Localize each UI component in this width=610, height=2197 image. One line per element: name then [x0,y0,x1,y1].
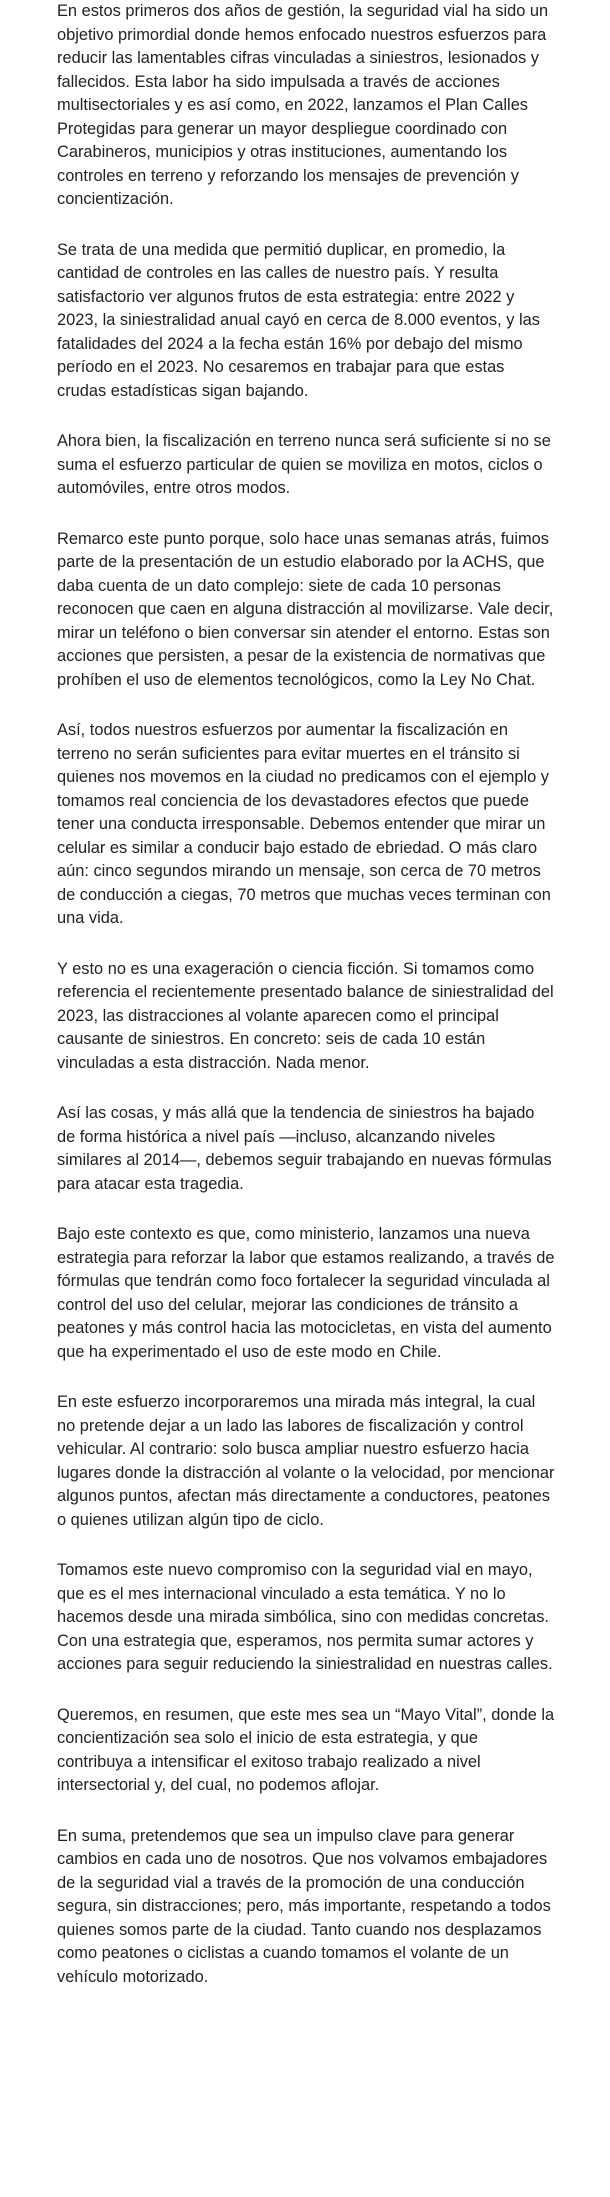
article-paragraph: Tomamos este nuevo compromiso con la seguridad vial en mayo, que es el mes internacional vinculado a esta temática. Y no lo hacemos desde una mirada simbólica, sino con medidas concretas. Con una estrategia que, esperamos, nos permita sumar actores y acciones para seguir reduciendo la siniestralidad en nuestras calles. [57,1561,553,1673]
article-paragraph: Queremos, en resumen, que este mes sea un “Mayo Vital”, donde la concientización sea solo el inicio de esta estrategia, y que contribuya a intensificar el exitoso trabajo realizado a nivel intersectorial y, del cual, no podemos aflojar. [57,1705,555,1794]
article-paragraph: Y esto no es una exageración o ciencia ficción. Si tomamos como referencia el recientemente presentado balance de siniestralidad del 2023, las distracciones al volante aparecen como el principal causante de siniestros. En concreto: seis de cada 10 están vinculadas a esta distracción. Nada menor. [57,959,554,1072]
article-paragraph: Así, todos nuestros esfuerzos por aumentar la fiscalización en terreno no serán suficientes para evitar muertes en el tránsito si quienes nos movemos en la ciudad no predicamos con el ejemplo y tomamos real conciencia de los devastadores efectos que puede tener una conducta irresponsable. Debemos entender que mirar un celular es similar a conducir bajo estado de ebriedad. O más claro aún: cinco segundos mirando un mensaje, son cerca de 70 metros de conducción a ciegas, 70 metros que muchas veces terminan con una vida. [57,721,551,927]
article-paragraph: Ahora bien, la fiscalización en terreno nunca será suficiente si no se suma el esfuerzo particular de quien se moviliza en motos, ciclos o automóviles, entre otros modos. [57,432,551,497]
article-paragraph: Bajo este contexto es que, como ministerio, lanzamos una nueva estrategia para reforzar la labor que estamos realizando, a través de fórmulas que tendrán como foco fortalecer la seguridad vinculada al control del uso del celular, mejorar las condiciones de tránsito a peatones y más control hacia las motocicletas, en vista del aumento que ha experimentado el uso de este modo en Chile. [57,1225,555,1361]
article-paragraph: Se trata de una medida que permitió duplicar, en promedio, la cantidad de controles en las calles de nuestro país. Y resulta satisfactorio ver algunos frutos de esta estrategia: entre 2022 y 2023, la siniestralidad anual cayó en cerca de 8.000 eventos, y las fatalidades del 2024 a la fecha están 16% por debajo del mismo período en el 2023. No cesaremos en trabajar para que estas crudas estadísticas sigan bajando. [57,240,540,400]
article-paragraph: En estos primeros dos años de gestión, la seguridad vial ha sido un objetivo primordial donde hemos enfocado nuestros esfuerzos para reducir las lamentables cifras vinculadas a siniestros, lesionados y fallecidos. Esta labor ha sido impulsada a través de acciones multisectoriales y es así como, en 2022, lanzamos el Plan Calles Protegidas para generar un mayor despliegue coordinado con Carabineros, municipios y otras instituciones, aumentando los controles en terreno y reforzando los mensajes de prevención y concientización. [57,2,549,208]
article-paragraph: En suma, pretendemos que sea un impulso clave para generar cambios en cada uno de nosotros. Que nos volvamos embajadores de la seguridad vial a través de la promoción de una conducción segura, sin distracciones; pero, más importante, respetando a todos quienes somos parte de la ciudad. Tanto cuando nos desplazamos como peatones o ciclistas a cuando tomamos el volante de un vehículo motorizado. [57,1826,551,1986]
article-paragraph: En este esfuerzo incorporaremos una mirada más integral, la cual no pretende dejar a un lado las labores de fiscalización y control vehicular. Al contrario: solo busca ampliar nuestro esfuerzo hacia lugares donde la distracción al volante o la velocidad, por mencionar algunos puntos, afectan más directamente a conductores, peatones o quienes utilizan algún tipo de ciclo. [57,1393,555,1529]
article-paragraph: Remarco este punto porque, solo hace unas semanas atrás, fuimos parte de la presentación de un estudio elaborado por la ACHS, que daba cuenta de un dato complejo: siete de cada 10 personas reconocen que caen en alguna distracción al movilizarse. Vale decir, mirar un teléfono o bien conversar sin atender el entorno. Estas son acciones que persisten, a pesar de la existencia de normativas que prohíben el uso de elementos tecnológicos, como la Ley No Chat. [57,529,554,689]
article-paragraph: Así las cosas, y más allá que la tendencia de siniestros ha bajado de forma histórica a nivel país —incluso, alcanzando niveles similares al 2014—, debemos seguir trabajando en nuevas fórmulas para atacar esta tragedia. [57,1104,552,1193]
